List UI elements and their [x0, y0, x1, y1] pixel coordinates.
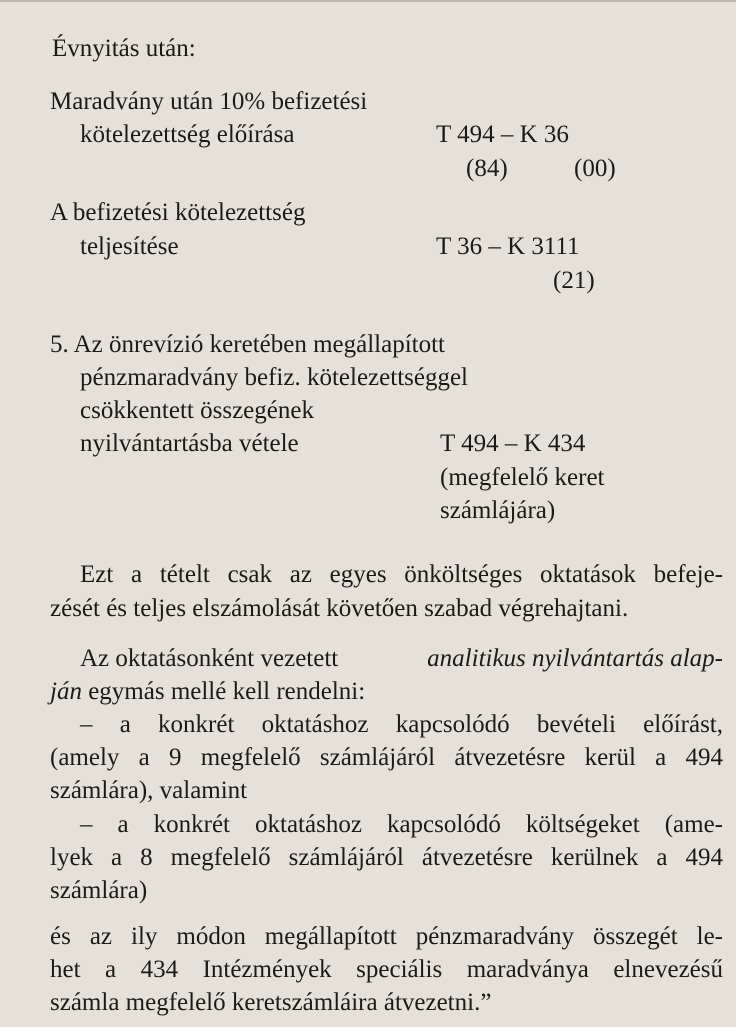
entry1-code-debit: (84) [466, 155, 508, 182]
entry1-desc-line2: kötelezettség előírása [80, 121, 295, 148]
para1-line2: zését és teljes elszámolását követően szabad végrehajtani. [50, 595, 629, 622]
para3-line3: számla megfelelő keretszámláira átvezetni.” [50, 989, 492, 1016]
list-item1-line3: számlára), valamint [50, 777, 248, 804]
para2-line2 [50, 675, 365, 709]
entry1-desc-line1: Maradvány után 10% befizetési [50, 88, 368, 115]
para3-line2: het a 434 Intézmények speciális maradványa elnevezésű [50, 956, 723, 983]
para1-line1: Ezt a tételt csak az egyes önköltséges oktatások befeje- [80, 561, 723, 588]
entry2-desc-line2: teljesítése [80, 233, 179, 260]
entry3-note-line2: számlájára) [440, 497, 556, 524]
list-item1-line1: – a konkrét oktatáshoz kapcsolódó bevételi előírást, [80, 711, 723, 738]
entry3-desc-line3: csökkentett összegének [80, 397, 314, 424]
entry3-note-line1: (megfelelő keret [440, 464, 605, 491]
para2-line2-text: egymás mellé kell rendelni: [88, 678, 366, 705]
list-item2-line3: számlára) [50, 877, 148, 904]
entry3-account: T 494 – K 434 [440, 430, 586, 457]
entry2-account: T 36 – K 3111 [436, 233, 580, 260]
section-heading: Évnyitás után: [52, 35, 196, 62]
entry1-code-credit: (00) [574, 155, 616, 182]
para2-line1-text: Az oktatásonként vezetett [80, 645, 339, 672]
para2-line2-emphasis: ján [50, 678, 82, 705]
list-item2-line1: – a konkrét oktatáshoz kapcsolódó költségeket (ame- [80, 811, 723, 838]
top-divider [0, 0, 736, 2]
entry3-desc-line4: nyilvántartásba vétele [80, 430, 299, 457]
entry2-desc-line1: A befizetési kötelezettség [50, 199, 306, 226]
entry3-desc-line2: pénzmaradvány befiz. kötelezettséggel [80, 364, 469, 391]
para3-line1: és az ily módon megállapított pénzmaradvány összegét le- [50, 923, 723, 950]
entry3-desc-line1: 5. Az önrevízió keretében megállapított [50, 331, 445, 358]
list-item1-line2: (amely a 9 megfelelő számlájáról átvezetésre kerül a 494 [50, 744, 723, 771]
entry2-code: (21) [553, 267, 595, 294]
list-item2-line2: lyek a 8 megfelelő számlájáról átvezetésre kerülnek a 494 [50, 844, 723, 871]
para2-line1 [80, 642, 723, 676]
entry1-account: T 494 – K 36 [436, 121, 569, 148]
para2-line1-emphasis: analitikus nyilvántartás alap- [427, 645, 723, 672]
